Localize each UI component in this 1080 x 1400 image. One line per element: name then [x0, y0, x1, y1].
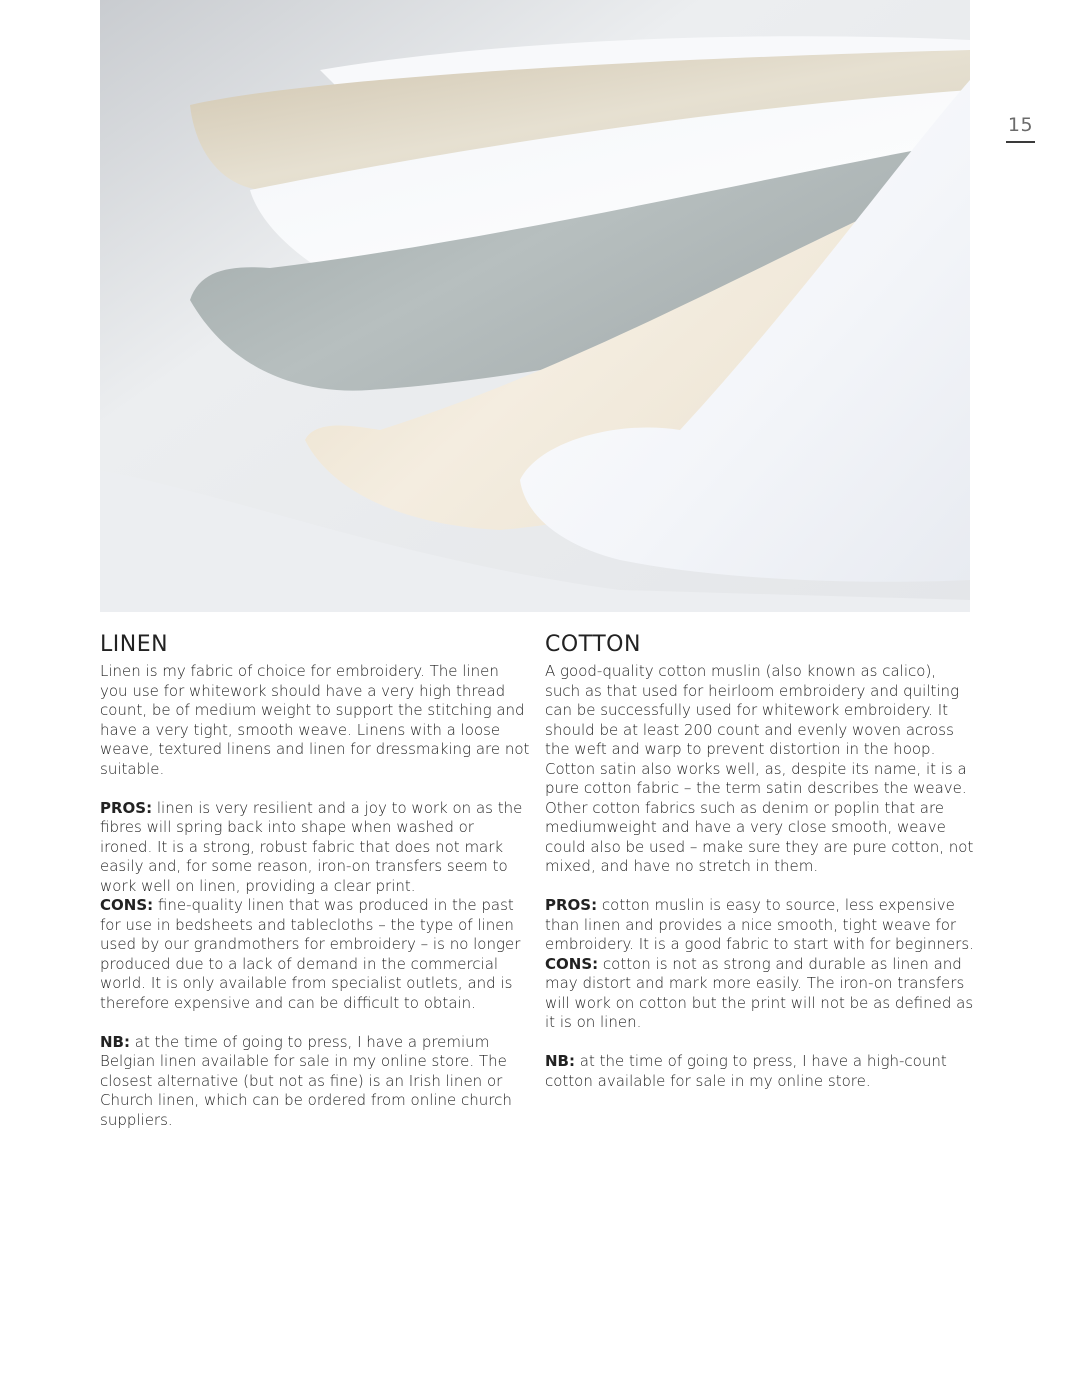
linen-heading: LINEN [100, 632, 169, 657]
linen-intro-text: Linen is my fabric of choice for embroidery. The linen you use for whitework should have a very high thread count, be of medium weight to support the stitching and have a very tight, smooth weave. Linens with a loose weave, textured linens and linen for dressmaking are not suitable. [100, 662, 530, 778]
linen-pros [100, 799, 530, 897]
cotton-nb-label: NB: [545, 1052, 575, 1070]
linen-section [100, 632, 530, 1130]
page-number-rule [1006, 141, 1035, 143]
cotton-cons [545, 955, 975, 1033]
linen-cons [100, 896, 530, 1013]
cotton-intro [545, 662, 975, 877]
linen-pros-label: PROS: [100, 798, 153, 817]
fabric-photo [100, 0, 970, 612]
cotton-cons-label: CONS: [545, 954, 599, 973]
cotton-pros [545, 896, 975, 955]
cotton-intro-text: A good-quality cotton muslin (also known as calico), such as that used for heirloom embroidery and quilting can be successfully used for whitework embroidery. It should be at least 200 count and evenly woven across the weft and warp to prevent distortion in the hoop. Cotton satin also works well, as, despite its name, it is a pure cotton fabric – the term satin describes the weave. Other cotton fabrics such as denim or poplin that are mediumweight and have a very close smooth, weave could also be used – make sure they are pure cotton, not mixed, and have no stretch in them. [545, 662, 974, 875]
cotton-nb-text: at the time of going to press, I have a high-count cotton available for sale in my online store. [545, 1052, 947, 1090]
cotton-nb [545, 1052, 975, 1091]
cotton-heading: COTTON [545, 632, 641, 657]
linen-nb-label: NB: [100, 1032, 130, 1051]
linen-intro [100, 662, 530, 779]
linen-nb-text: at the time of going to press, I have a premium Belgian linen available for sale in my online store. The closest alternative (but not as fine) is an Irish linen or Church linen, which can be ordered from online church suppliers. [100, 1032, 512, 1129]
cotton-pros-text: cotton muslin is easy to source, less expensive than linen and provides a nice smooth, tight weave for embroidery. It is a good fabric to start with for beginners. [545, 896, 974, 953]
cotton-pros-label: PROS: [545, 896, 598, 914]
page-number: 15 [1007, 114, 1034, 136]
cotton-cons-text: cotton is not as strong and durable as linen and may distort and mark more easily. The iron-on transfers will work on cotton but the print will not be as defined as it is on linen. [545, 954, 974, 1031]
cotton-section [545, 632, 975, 1091]
linen-nb [100, 1033, 530, 1131]
linen-cons-label: CONS: [100, 896, 154, 914]
linen-pros-text: linen is very resilient and a joy to work on as the fibres will spring back into shape when washed or ironed. It is a strong, robust fabric that does not mark easily and, for some reason, iron-on transfers seem to work well on linen, providing a clear print. [100, 798, 523, 895]
folded-fabric-swatches-image [100, 0, 970, 612]
linen-cons-text: fine-quality linen that was produced in the past for use in bedsheets and tablecloths – the type of linen used by our grandmothers for embroidery – is no longer produced due to a lack of demand in the commercial world. It is only available from specialist outlets, and is therefore expensive and can be difficult to obtain. [100, 896, 521, 1012]
